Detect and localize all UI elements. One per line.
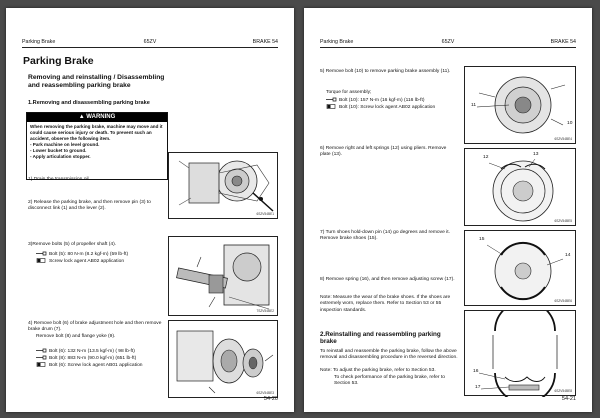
header-right: BRAKE 54 <box>550 39 576 45</box>
callout-13: 13 <box>533 152 539 157</box>
wrench-icon <box>36 355 47 360</box>
callout-16: 16 <box>473 369 479 374</box>
subtitle-text: Removing and reinstalling / Disassembling and reassembling parking brake <box>28 74 165 89</box>
step-3-lock <box>36 258 166 265</box>
step-6: 6) Remove right and left springs (12) using pliers. Remove plate (13). <box>320 146 447 158</box>
page-header <box>22 38 278 48</box>
step-5: 5) Remove bolt (10) to remove parking brake assembly (11). <box>320 69 451 74</box>
section-2-note-1: Note: To adjust the parking brake, refer to Section 53. <box>320 368 436 373</box>
figure-adjusting-screw <box>464 310 576 396</box>
callout-10: 10 <box>567 121 573 126</box>
section-2-text: To reinstall and reassemble the parking brake, follow the above removal and disassembling procedure in the reversed direction. <box>320 349 458 361</box>
figure-drawing <box>465 311 577 397</box>
figure-link-lever <box>168 152 278 219</box>
step-4: 4) Remove bolt (6) of brake adjustment hole and then remove brake drum (7). <box>28 321 162 333</box>
warning-box <box>26 112 168 180</box>
bolt-6-torque: Bolt (6): 132 N-m (13.5 kgf-m) ( 98 lb-ft) <box>49 349 135 354</box>
bolt-10-lock: Bolt (10): Screw lock agent AB02 application <box>339 105 436 110</box>
callout-17: 17 <box>475 385 481 390</box>
warning-text: When removing the parking brake, machine may move and it could cause serious injury or death. To prevent such an accident, observe the following item. <box>30 124 163 142</box>
step-4-lock <box>36 362 171 369</box>
header-center: 65ZV <box>143 39 157 45</box>
step-7: 7) Turn shoes hold-down pin (14) go degrees and remove it. Remove brake shoes (15). <box>320 230 450 242</box>
callout-11: 11 <box>471 103 477 108</box>
figure-drawing <box>169 237 279 317</box>
header-center: 65ZV <box>441 39 455 45</box>
screw-lock-icon <box>36 258 47 263</box>
screw-lock-text: Screw lock agent AB02 application <box>49 259 125 264</box>
figure-code: 7SZV54BE2 <box>256 309 274 313</box>
step-8: 8) Remove spring (16), and then remove adjusting screw (17). <box>320 277 455 282</box>
header-left: Parking Brake <box>320 39 354 45</box>
figure-brake-shoes <box>464 230 576 306</box>
warning-item: - Park machine on level ground. <box>30 142 100 148</box>
figure-code: 6SZV54BE3 <box>256 391 274 395</box>
warning-triangle-icon: ▲ <box>78 114 87 120</box>
left-page <box>6 8 294 412</box>
section-2-note-2: To check performance of the parking brake, refer to Section 53. <box>334 375 445 387</box>
wrench-icon <box>36 348 47 353</box>
page-number: 54-21 <box>561 396 576 402</box>
torque-label: Torque for assembly; <box>326 90 372 95</box>
figure-drawing <box>169 153 279 220</box>
warning-body <box>27 122 167 163</box>
section-heading: 1.Removing and disassembling parking brake <box>28 100 150 106</box>
step-4b: Remove bolt (8) and flange yoke (9). <box>36 334 116 339</box>
warning-item: - Lower bucket to ground. <box>30 148 87 154</box>
callout-14: 14 <box>565 253 571 258</box>
section-2-heading: 2.Reinstalling and reassembling parking brake <box>320 331 441 346</box>
figure-drawing <box>169 321 279 399</box>
callout-12: 12 <box>483 155 489 160</box>
bolt-8-torque: Bolt (8): 883 N-m (90.0 kgf-m) (651 lb-ft) <box>49 356 137 361</box>
callout-15: 15 <box>479 237 485 242</box>
step-2: 2) Release the parking brake, and then remove pin (3) to disconnect link (1) and the lever (2). <box>28 200 151 212</box>
wrench-icon <box>36 251 47 256</box>
header-left: Parking Brake <box>22 39 56 45</box>
bolt-6-lock: Bolt (6): Screw lock agent AB01 application <box>49 363 143 368</box>
figure-propeller-shaft <box>168 236 278 316</box>
figure-drawing <box>465 67 577 145</box>
bolt-5-torque: Bolt (5): 80 N-m (8.2 kgf-m) (59 lb-ft) <box>49 252 129 257</box>
screw-lock-icon <box>36 362 47 367</box>
section-subtitle <box>28 74 168 89</box>
page-header <box>320 38 576 48</box>
figure-brake-drum <box>168 320 278 398</box>
figure-code: 6SZV54BE5 <box>554 219 572 223</box>
figure-code: 6SZV54BE4 <box>554 137 572 141</box>
warning-label: WARNING <box>86 114 116 120</box>
right-page <box>304 8 592 412</box>
page-title: Parking Brake <box>23 55 94 67</box>
figure-brake-assembly <box>464 66 576 144</box>
figure-drawing <box>465 149 577 227</box>
figure-code: 6SZV54BE8 <box>554 389 572 393</box>
step-5-lock <box>326 104 461 111</box>
figure-springs-plate <box>464 148 576 226</box>
step-3: 3)Remove bolts (5) of propeller shaft (4). <box>28 242 117 247</box>
header-right: BRAKE 54 <box>252 39 278 45</box>
warning-item: - Apply articulation stopper. <box>30 154 91 160</box>
warning-header <box>27 113 167 122</box>
wrench-icon <box>326 97 337 102</box>
figure-code: 6SZV54BE6 <box>554 299 572 303</box>
page-number: 54-20 <box>263 396 278 402</box>
screw-lock-icon <box>326 104 337 109</box>
step-1: 1) Drain the transmission oil. <box>28 177 90 182</box>
figure-code: 6SZV54BE1 <box>256 212 274 216</box>
bolt-10-torque: Bolt (10): 157 N-m (16 kgf-m) (116 lb-ft) <box>339 98 425 103</box>
step-8-note: Note: Measure the wear of the brake shoes. If the shoes are extremely worn, replace them. Refer to Section 53 or 55 inspection standards. <box>320 295 451 313</box>
